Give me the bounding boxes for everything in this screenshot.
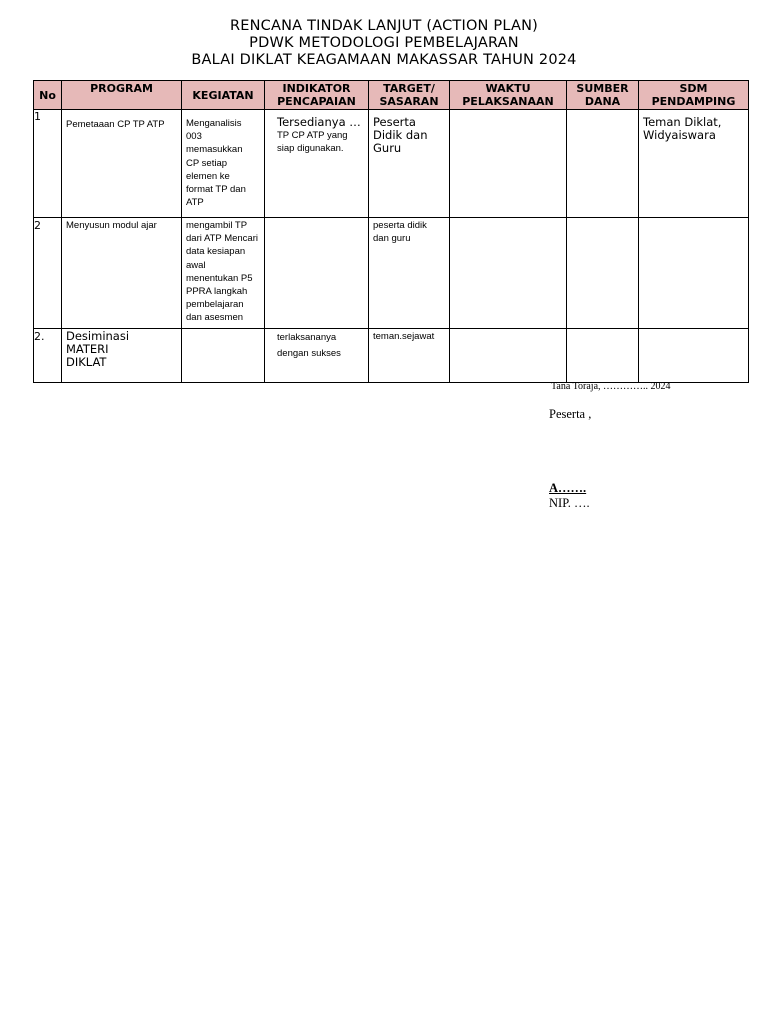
kegiatan-text xyxy=(182,329,264,337)
indikator-text: terlaksananya dengan sukses xyxy=(277,331,341,359)
sumber-text xyxy=(567,218,638,226)
header-indikator: INDIKATOR PENCAPAIAN xyxy=(265,81,369,110)
kegiatan-text: Menganalisis 003 memasukkan CP setiap elemen ke format TP dan ATP xyxy=(186,118,246,209)
sdm-cell xyxy=(639,328,749,382)
program-cell xyxy=(62,328,182,382)
table-row xyxy=(34,218,749,329)
indikator-cell xyxy=(265,328,369,382)
sumber-text xyxy=(567,110,638,118)
table-row xyxy=(34,328,749,382)
indikator-cell xyxy=(265,218,369,329)
target-text: Peserta Didik dan Guru xyxy=(373,115,428,155)
sdm-cell xyxy=(639,218,749,329)
waktu-text xyxy=(450,218,566,226)
header-kegiatan: KEGIATAN xyxy=(182,81,265,110)
kegiatan-cell xyxy=(182,218,265,329)
signature-place-date: Tana Toraja, ………….. 2024 xyxy=(551,381,671,392)
program-text: Pemetaaan CP TP ATP xyxy=(66,119,165,130)
waktu-cell xyxy=(450,110,567,218)
target-cell xyxy=(369,328,450,382)
waktu-cell xyxy=(450,328,567,382)
program-text: Menyusun modul ajar xyxy=(66,220,157,231)
signature-nip: NIP. …. xyxy=(549,496,590,510)
sdm-text xyxy=(639,218,748,226)
waktu-text xyxy=(450,329,566,337)
waktu-text xyxy=(450,110,566,118)
sdm-cell xyxy=(639,110,749,218)
header-no: No xyxy=(34,81,62,110)
program-text: Desiminasi MATERI DIKLAT xyxy=(66,328,130,369)
row-number: 2. xyxy=(34,328,62,382)
target-text: teman.sejawat xyxy=(373,330,435,342)
sumber-cell xyxy=(567,218,639,329)
title-line-2: PDWK METODOLOGI PEMBELAJARAN xyxy=(249,35,519,51)
indikator-cell xyxy=(265,110,369,218)
header-sumber: SUMBER DANA xyxy=(567,81,639,110)
action-plan-table xyxy=(33,80,749,383)
table-row xyxy=(34,110,749,218)
indikator-sub-text: TP CP ATP yang siap digunakan. xyxy=(277,130,348,155)
sumber-text xyxy=(567,329,638,337)
title-line-1: RENCANA TINDAK LANJUT (ACTION PLAN) xyxy=(230,18,538,34)
kegiatan-text: mengambil TP dari ATP Mencari data kesiapan awal menentukan P5 PPRA langkah pembelajaran dan asesmen xyxy=(186,220,258,324)
indikator-main-text: Tersedianya … xyxy=(277,115,361,129)
signature-name: A……. xyxy=(549,481,587,495)
waktu-cell xyxy=(450,218,567,329)
table-header-row xyxy=(34,81,749,110)
kegiatan-cell xyxy=(182,328,265,382)
program-cell xyxy=(62,218,182,329)
row-number: 1 xyxy=(34,110,62,218)
header-target: TARGET/ SASARAN xyxy=(369,81,450,110)
sdm-text: Teman Diklat, Widyaiswara xyxy=(643,115,722,142)
program-cell xyxy=(62,110,182,218)
indikator-text xyxy=(265,218,368,226)
header-sdm: SDM PENDAMPING xyxy=(639,81,749,110)
header-program: PROGRAM xyxy=(62,81,182,110)
document-title xyxy=(0,18,768,69)
target-cell xyxy=(369,218,450,329)
sumber-cell xyxy=(567,110,639,218)
row-number: 2 xyxy=(34,218,62,329)
header-waktu: WAKTU PELAKSANAAN xyxy=(450,81,567,110)
target-cell xyxy=(369,110,450,218)
sdm-text xyxy=(639,329,748,337)
kegiatan-cell xyxy=(182,110,265,218)
sumber-cell xyxy=(567,328,639,382)
title-line-3: BALAI DIKLAT KEAGAMAAN MAKASSAR TAHUN 2024 xyxy=(191,52,577,68)
target-text: peserta didik dan guru xyxy=(373,220,427,245)
signature-role: Peserta , xyxy=(549,407,592,421)
